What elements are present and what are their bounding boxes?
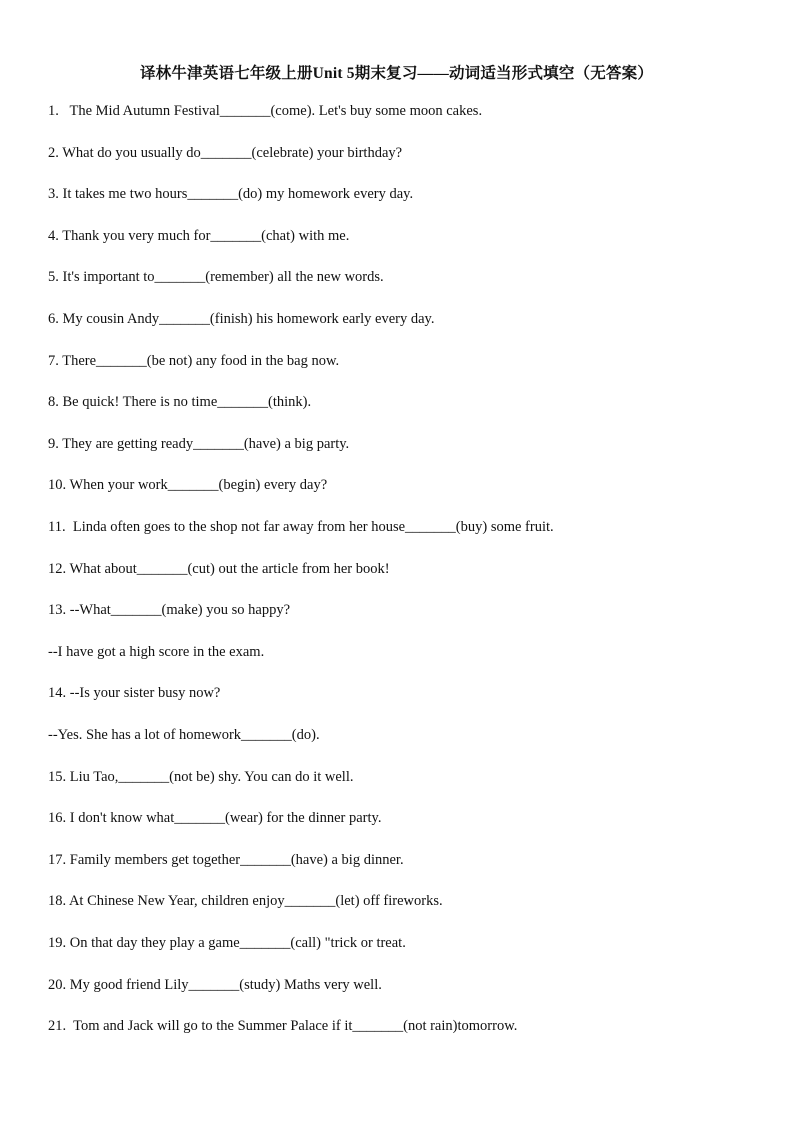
question-20: 20. My good friend Lily_______(study) Maths very well. (48, 977, 382, 993)
question-7: 7. There_______(be not) any food in the bag now. (48, 353, 340, 369)
question-13: 13. --What_______(make) you so happy? (48, 602, 291, 618)
question-15: 15. Liu Tao,_______(not be) shy. You can do it well. (48, 769, 354, 785)
question-21: 21. Tom and Jack will go to the Summer Palace if it_______(not rain)tomorrow. (48, 1018, 518, 1034)
question-9: 9. They are getting ready_______(have) a big party. (48, 436, 350, 452)
question-6: 6. My cousin Andy_______(finish) his homework early every day. (48, 311, 435, 327)
question-18: 18. At Chinese New Year, children enjoy_______(let) off fireworks. (48, 893, 443, 909)
answer-14: --Yes. She has a lot of homework_______(do). (48, 727, 320, 743)
question-14: 14. --Is your sister busy now? (48, 685, 221, 701)
question-5: 5. It's important to_______(remember) all the new words. (48, 269, 384, 285)
question-4: 4. Thank you very much for_______(chat) with me. (48, 228, 350, 244)
question-2: 2. What do you usually do_______(celebrate) your birthday? (48, 145, 403, 161)
question-10: 10. When your work_______(begin) every day? (48, 477, 328, 493)
question-12: 12. What about_______(cut) out the article from her book! (48, 561, 390, 577)
question-16: 16. I don't know what_______(wear) for the dinner party. (48, 810, 382, 826)
question-3: 3. It takes me two hours_______(do) my homework every day. (48, 186, 414, 202)
question-19: 19. On that day they play a game_______(call) "trick or treat. (48, 935, 406, 951)
question-1: 1. The Mid Autumn Festival_______(come). Let's buy some moon cakes. (48, 103, 483, 119)
document-title: 译林牛津英语七年级上册Unit 5期末复习——动词适当形式填空（无答案） (139, 65, 654, 82)
answer-13: --I have got a high score in the exam. (48, 644, 265, 660)
question-8: 8. Be quick! There is no time_______(think). (48, 394, 312, 410)
question-11: 11. Linda often goes to the shop not far away from her house_______(buy) some fruit. (48, 519, 554, 535)
question-17: 17. Family members get together_______(have) a big dinner. (48, 852, 404, 868)
